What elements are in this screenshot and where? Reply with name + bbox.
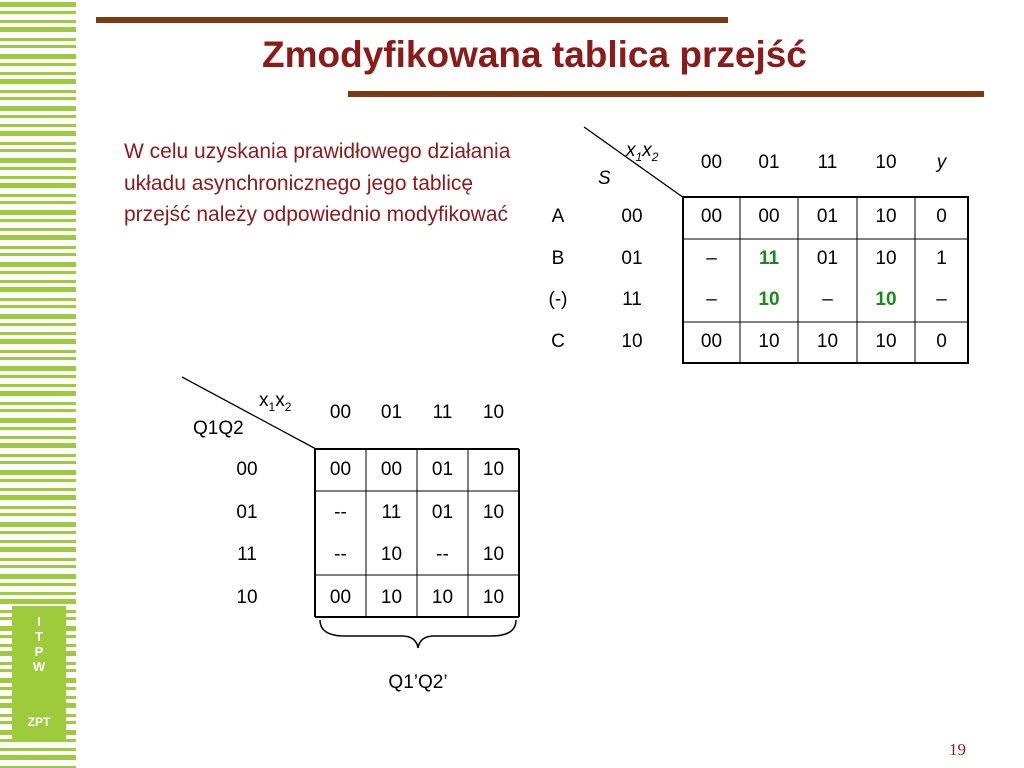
table1-row-label: (-) bbox=[548, 289, 568, 310]
table2-cell: 10 bbox=[482, 502, 505, 523]
table1-corner-left: S bbox=[598, 168, 611, 189]
table1-output-cell: 1 bbox=[936, 248, 947, 269]
table2-cell: 10 bbox=[482, 587, 505, 608]
table1-cell: 01 bbox=[816, 206, 839, 227]
table1-output-header: y bbox=[936, 152, 947, 173]
table1-cell: 10 bbox=[875, 331, 897, 352]
table2-cell: 01 bbox=[431, 459, 454, 480]
table2-row-code: 10 bbox=[236, 587, 258, 608]
table1-cell: 10 bbox=[875, 248, 897, 269]
table2-cell: 10 bbox=[482, 459, 505, 480]
table1-cell: 10 bbox=[758, 289, 780, 310]
brace-label: Q1’Q2’ bbox=[388, 672, 448, 693]
logo-zpt: ZPT bbox=[27, 715, 51, 729]
table2-cell: 11 bbox=[381, 502, 402, 523]
table1-cell: 00 bbox=[700, 331, 723, 352]
slide-title: Zmodyfikowana tablica przejść bbox=[262, 34, 807, 75]
table2-col-header: 10 bbox=[482, 402, 505, 423]
table2-cell: 01 bbox=[431, 502, 454, 523]
table1-cell: 10 bbox=[816, 331, 839, 352]
table2-row-code: 00 bbox=[236, 459, 258, 480]
table1-cell: – bbox=[706, 248, 717, 269]
table2-cell: 10 bbox=[431, 587, 454, 608]
table1-cell: 10 bbox=[875, 206, 897, 227]
table2-cell: 00 bbox=[329, 459, 352, 480]
table1-cell: 01 bbox=[816, 248, 839, 269]
table1-output-cell: 0 bbox=[936, 206, 947, 227]
table2-col-header: 01 bbox=[380, 402, 403, 423]
table1-row-code: 11 bbox=[622, 289, 642, 310]
table1-corner-top: $x_1x_2$ bbox=[626, 140, 659, 164]
table1-row-label: C bbox=[551, 331, 565, 352]
table2-cell: 10 bbox=[380, 544, 403, 565]
table2-cell: 00 bbox=[380, 459, 403, 480]
table2-row-code: 11 bbox=[237, 544, 257, 565]
table1-row-code: 10 bbox=[621, 331, 643, 352]
table2-cell: 00 bbox=[329, 587, 352, 608]
table1-cell: 00 bbox=[758, 206, 780, 227]
logo-letter: I bbox=[37, 614, 41, 629]
table1-cell: – bbox=[822, 289, 833, 310]
page-number: 19 bbox=[949, 740, 966, 759]
table2-cell: -- bbox=[436, 544, 449, 565]
table1-row-code: 00 bbox=[621, 206, 643, 227]
logo-letter: P bbox=[34, 644, 44, 659]
logo-letter: W bbox=[32, 659, 46, 674]
table1-col-header: 11 bbox=[817, 152, 838, 173]
table1-cell: 11 bbox=[758, 248, 780, 269]
table2-corner-left: Q1Q2 bbox=[193, 418, 244, 439]
table1-cell: 10 bbox=[758, 331, 780, 352]
table2-cell: 10 bbox=[482, 544, 505, 565]
table1-row-label: B bbox=[551, 248, 565, 269]
table1-col-header: 01 bbox=[758, 152, 780, 173]
description-text: W celu uzyskania prawidłowego działania układu asynchronicznego jego tablicę przejść należy odpowiednio modyfikować bbox=[124, 140, 511, 226]
table1-col-header: 10 bbox=[875, 152, 897, 173]
table2-row-code: 01 bbox=[236, 502, 258, 523]
table2-col-header: 00 bbox=[329, 402, 352, 423]
table1-output-cell: – bbox=[936, 289, 947, 310]
table1-row-label: A bbox=[551, 206, 565, 227]
table1-cell: 10 bbox=[875, 289, 897, 310]
table1-row-code: 01 bbox=[621, 248, 643, 269]
table1-cell: 00 bbox=[700, 206, 723, 227]
table2-cell: -- bbox=[334, 502, 347, 523]
curly-brace bbox=[320, 620, 516, 648]
table1-col-header: 00 bbox=[700, 152, 723, 173]
table2-cell: -- bbox=[334, 544, 347, 565]
logo-letter: T bbox=[35, 629, 43, 644]
table2-corner-top: $x_1x_2$ bbox=[259, 390, 292, 414]
table1-output-cell: 0 bbox=[936, 331, 947, 352]
table2-cell: 10 bbox=[380, 587, 403, 608]
table1-cell: – bbox=[706, 289, 717, 310]
table2-col-header: 11 bbox=[432, 402, 453, 423]
